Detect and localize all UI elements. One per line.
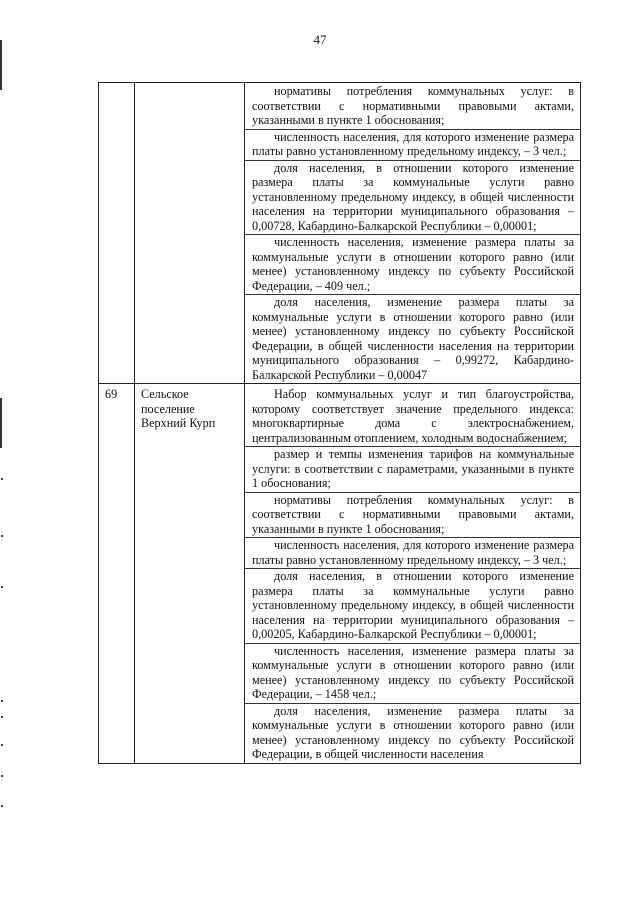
settlement-name-line: Сельское [141,387,189,401]
scan-edge-mark [0,398,2,448]
justification-table [98,82,581,764]
scan-speck [1,744,3,746]
detail-paragraph: численность населения, для которого изменение размера платы равно установленному предельному индексу, – 3 чел.; [245,538,580,569]
detail-paragraph: доля населения, в отношении которого изменение размера платы за коммунальные услуги равно установленному предельному индексу, в общей численности населения на территории муниципального образования – 0,00205, Кабардино-Балкарской Республики – 0,00001; [245,569,580,644]
scan-speck [1,535,3,537]
scan-speck [1,775,3,777]
detail-paragraph: доля населения, в отношении которого изменение размера платы за коммунальные услуги равно установленному предельному индексу, в общей численности населения на территории муниципального образования – 0,00728, Кабардино-Балкарской Республики – 0,00001; [245,161,580,236]
settlement-cell [135,83,245,384]
detail-paragraph: размер и темпы изменения тарифов на коммунальные услуги: в соответствии с параметрами, указанными в пункте 1 обоснования; [245,447,580,493]
details-cell [245,384,581,764]
scan-speck [1,805,3,807]
settlement-name-line: поселение [141,401,195,416]
scan-edge-mark [0,40,2,90]
detail-paragraph: численность населения, изменение размера платы за коммунальные услуги в отношении которого равно (или менее) установленному индексу по субъекту Российской Федерации, – 409 чел.; [245,235,580,295]
detail-paragraph: Набор коммунальных услуг и тип благоустройства, которому соответствует значение предельного индекса: многоквартирные дома с электроснабжением, централизованным отоплением, холодным водоснабжением; [245,384,580,447]
row-number-cell [99,384,135,764]
settlement-name-line: Верхний Курп [141,416,216,430]
scan-speck [1,478,3,480]
details-cell [245,83,581,384]
detail-paragraph: численность населения, изменение размера платы за коммунальные услуги в отношении которого равно (или менее) установленному индексу по субъекту Российской Федерации, – 1458 чел.; [245,644,580,704]
settlement-name [135,384,244,431]
detail-paragraph: доля населения, изменение размера платы за коммунальные услуги в отношении которого равно (или менее) установленному индексу по субъекту Российской Федерации, в общей численности населения на территории муниципального образования – 0,99272, Кабардино-Балкарской Республики – 0,00047 [252,295,574,382]
settlement-cell [135,384,245,764]
row-number-cell [99,83,135,384]
scan-speck [1,716,3,718]
page-number: 47 [313,32,327,47]
detail-paragraph: нормативы потребления коммунальных услуг: в соответствии с нормативными правовыми актами, указанными в пункте 1 обоснования; [245,493,580,539]
table-row [99,83,581,384]
detail-paragraph: нормативы потребления коммунальных услуг: в соответствии с нормативными правовыми актами, указанными в пункте 1 обоснования; [245,83,580,130]
row-number [99,83,134,86]
table-row [99,384,581,764]
detail-paragraph: численность населения, для которого изменение размера платы равно установленному предельному индексу, – 3 чел.; [245,130,580,161]
row-number: 69 [105,387,118,401]
scan-speck [1,586,3,588]
scan-speck [1,700,3,702]
detail-paragraph: доля населения, изменение размера платы за коммунальные услуги в отношении которого равно (или менее) установленному индексу по субъекту Российской Федерации, в общей численности населения [252,703,574,761]
